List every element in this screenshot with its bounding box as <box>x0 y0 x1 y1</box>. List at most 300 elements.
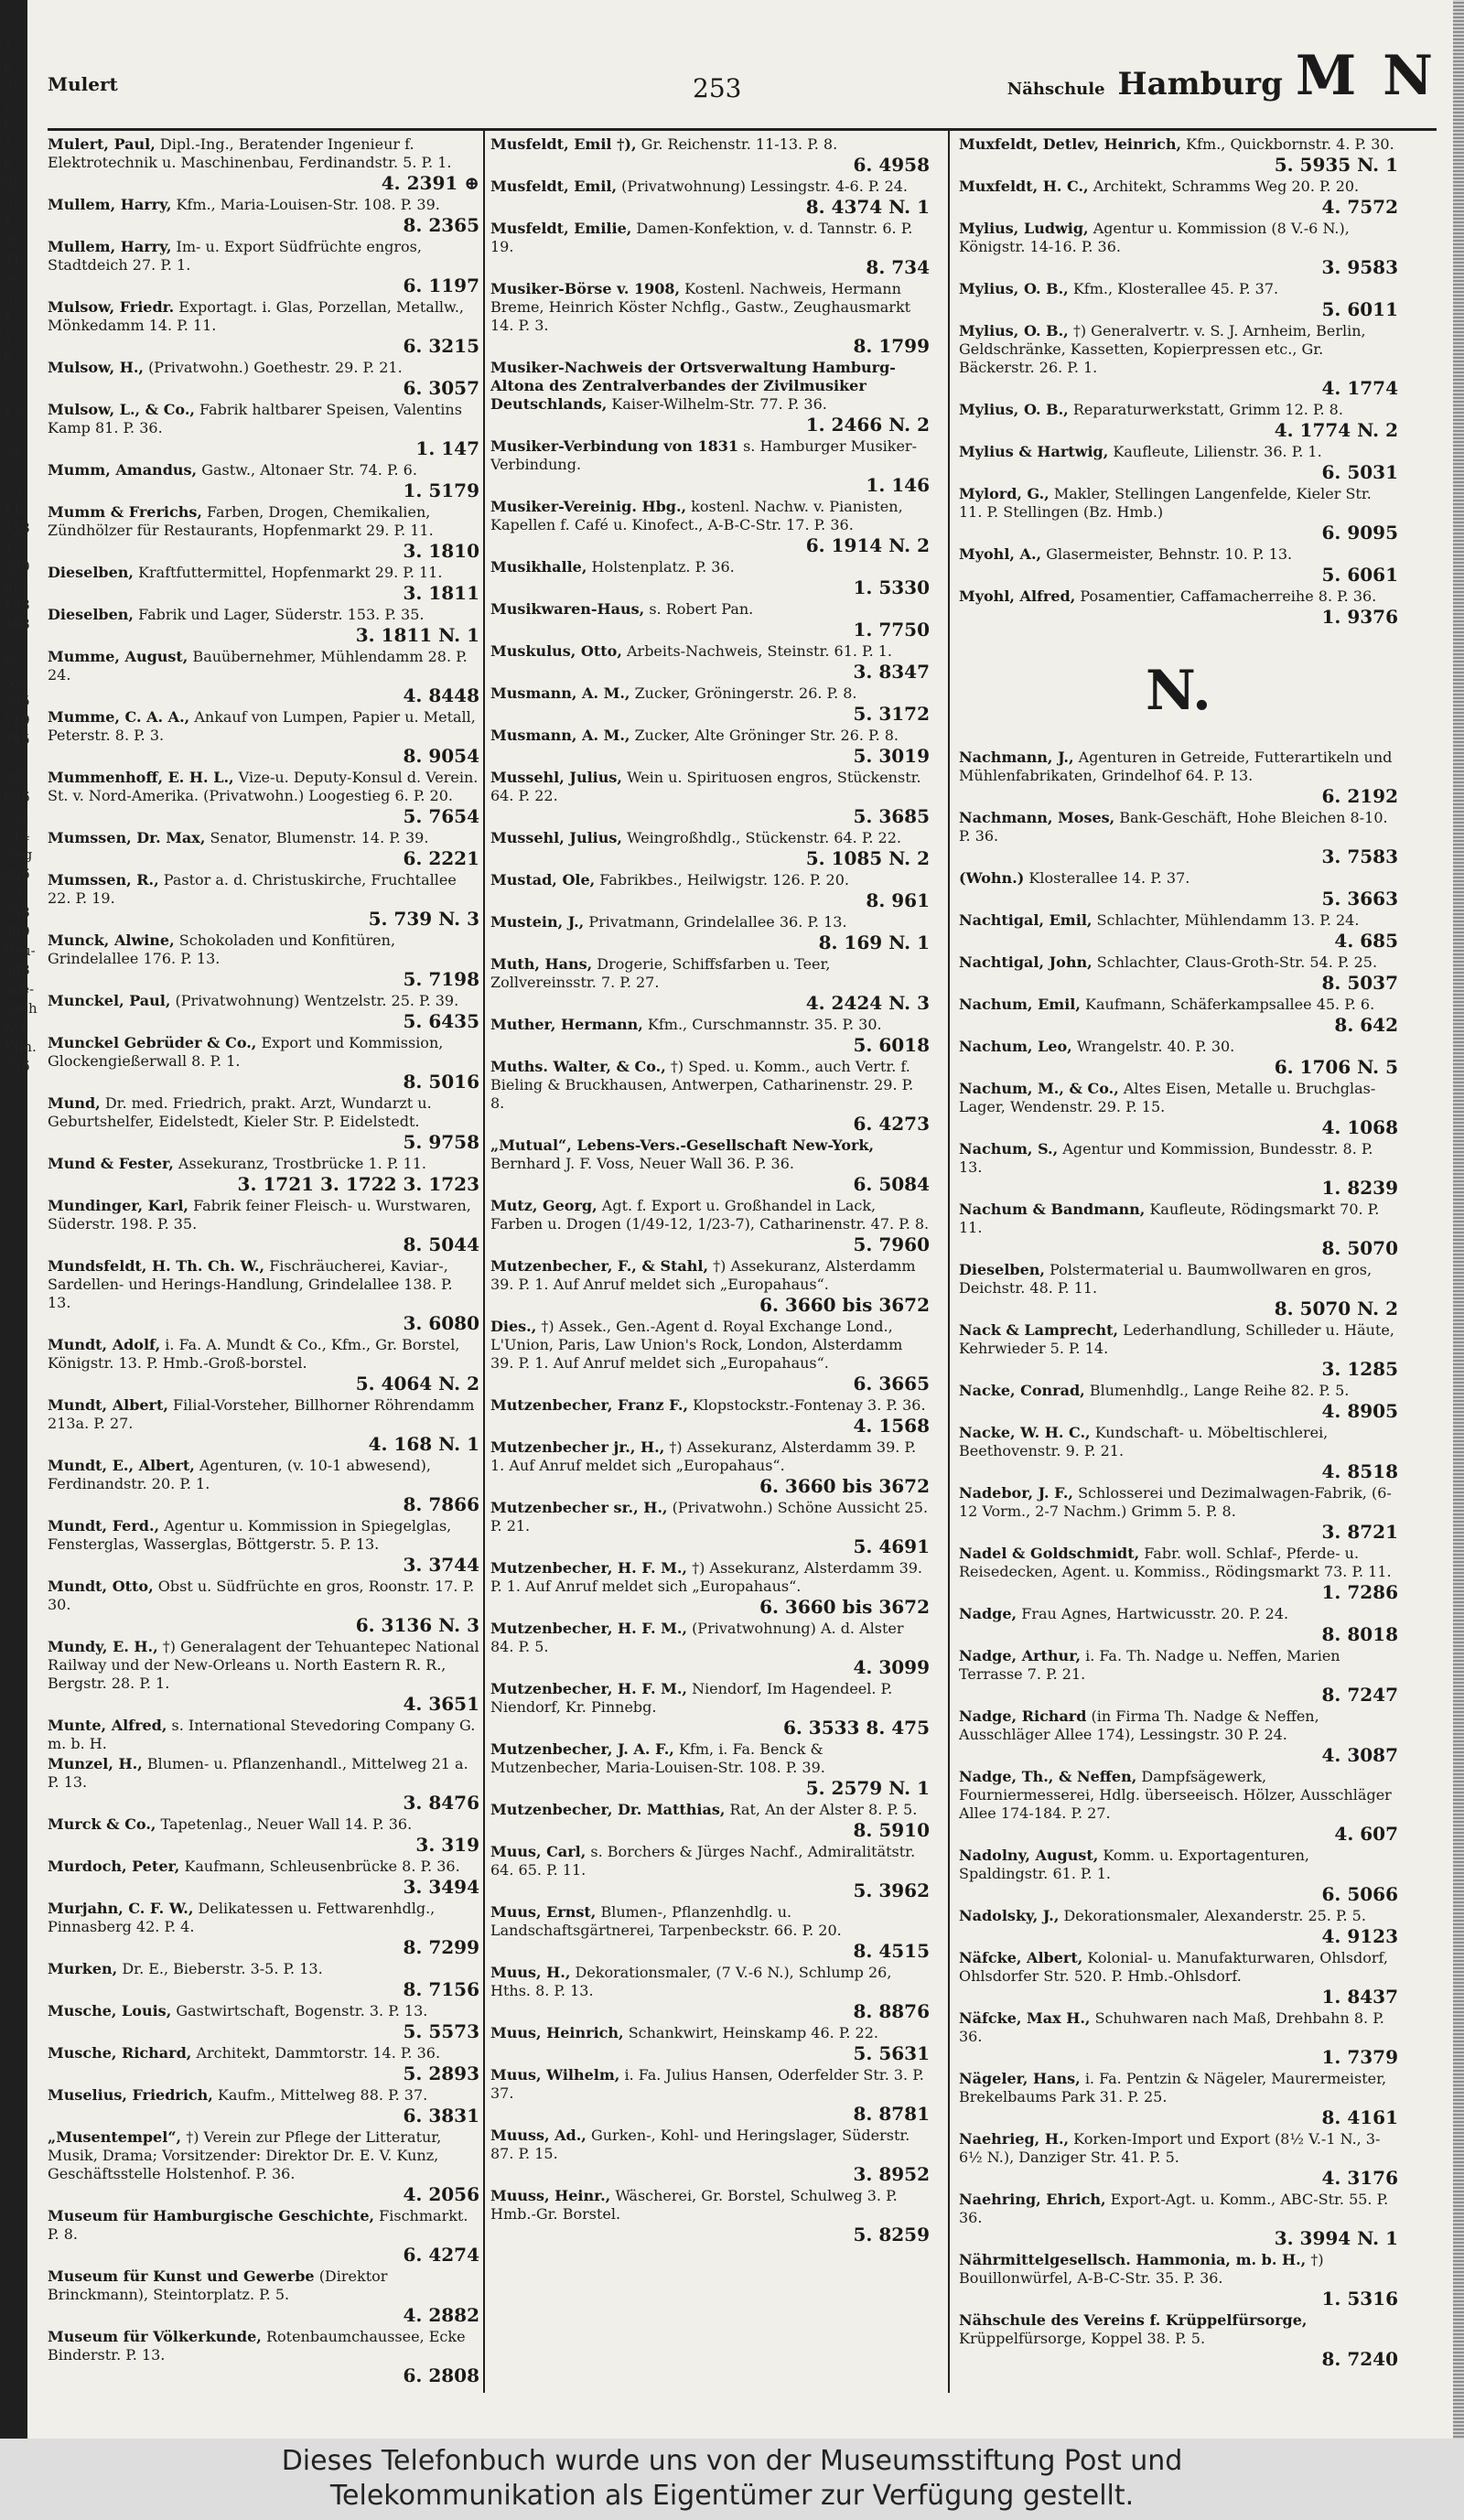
entry-name: Nadolny, August, <box>959 1847 1099 1864</box>
entry-phone-number: 8. 169 N. 1 <box>818 932 930 953</box>
directory-entry <box>490 871 930 911</box>
entry-name: Musiker-Nachweis der Ortsverwaltung Hamburg-Altona des Zentralverbandes der Zivilmusiker Deutschlands, <box>490 359 896 413</box>
entry-details: Korken-Import und Export (8½ V.-1 N., 3-6½ N.), Danziger Str. 41. P. 5. <box>959 2130 1381 2166</box>
entry-phone-number: 4. 1568 <box>853 1415 930 1437</box>
edge-fragment: 41 <box>4 251 22 267</box>
entry-name: Muther, Hermann, <box>490 1016 643 1033</box>
entry-details: Reparaturwerkstatt, Grimm 12. P. 8. <box>1072 401 1343 418</box>
edge-fragment: n <box>4 289 13 306</box>
directory-entry <box>48 564 479 604</box>
directory-entry <box>490 2024 930 2064</box>
entry-details: Fabrik haltbarer Speisen, Valentins Kamp 81. P. 36. <box>48 401 462 436</box>
directory-entry <box>490 178 930 218</box>
entry-details: Dekorationsmaler, (7 V.-6 N.), Schlump 26, Hths. 8. P. 13. <box>490 1964 892 1999</box>
directory-entry <box>490 1499 930 1557</box>
directory-entry <box>48 1336 479 1395</box>
entry-details: †) Assekuranz, Alsterdamm 39. P. 1. Auf Anruf meldet sich „Europahaus“. <box>490 1257 916 1293</box>
entry-phone-number: 8. 5016 <box>403 1071 479 1093</box>
directory-entry <box>490 955 930 1014</box>
entry-details: Kraftfuttermittel, Hopfenmarkt 29. P. 11. <box>138 564 443 581</box>
entry-phone-number: 3. 3744 <box>403 1554 479 1576</box>
entry-phone-number: 4. 1774 <box>1321 377 1398 399</box>
entry-phone-number: 3. 8476 <box>403 1792 479 1814</box>
entry-details: Kfm., Quickbornstr. 4. P. 30. <box>1186 135 1394 153</box>
entry-details: Assekuranz, Trostbrücke 1. P. 11. <box>178 1155 426 1172</box>
entry-name: Mulsow, L., & Co., <box>48 401 195 418</box>
entry-details: Zucker, Gröningerstr. 26. P. 8. <box>634 684 857 702</box>
directory-entry <box>959 2191 1398 2249</box>
directory-entry <box>490 1136 930 1195</box>
directory-entry <box>490 600 930 641</box>
entry-phone-number: 3. 1285 <box>1321 1358 1398 1380</box>
entry-name: Mulert, Paul, <box>48 135 156 153</box>
entry-details: Weingroßhdlg., Stückenstr. 64. P. 22. <box>627 829 901 846</box>
entry-phone-number: 5. 8259 <box>853 2224 930 2245</box>
directory-entry <box>959 1080 1398 1138</box>
edge-fragment: n <box>4 193 13 210</box>
directory-entry <box>48 2207 479 2266</box>
entry-phone-number: 8. 7299 <box>403 1936 479 1958</box>
edge-fragment: 2 <box>4 1 13 17</box>
entry-phone-number: 3. 1721 3. 1722 3. 1723 <box>237 1173 479 1195</box>
edge-fragment: t <box>4 116 10 133</box>
entry-name: Nähschule des Vereins f. Krüppelfürsorge, <box>959 2311 1308 2329</box>
entry-details: Bernhard J. F. Voss, Neuer Wall 36. P. 36. <box>490 1155 794 1172</box>
entry-details: Dampfsägewerk, Fourniermesserei, Hdlg. überseeisch. Hölzer, Ausschläger Allee 174-184. P. 27. <box>959 1768 1392 1822</box>
entry-details: Agentur und Kommission, Bundesstr. 8. P. 13. <box>959 1140 1373 1176</box>
directory-entry <box>959 1484 1398 1543</box>
entry-details: Blumen- u. Pflanzenhandl., Mittelweg 21 a. P. 13. <box>48 1755 468 1791</box>
entry-name: (Wohn.) <box>959 869 1025 887</box>
entry-details: †) Assekuranz, Alsterdamm 39. P. 1. Auf Anruf meldet sich „Europahaus“. <box>490 1438 917 1474</box>
directory-entry <box>48 708 479 767</box>
entry-name: Musiker-Börse v. 1908, <box>490 280 681 297</box>
directory-entry <box>48 1457 479 1515</box>
entry-name: Mylius, O. B., <box>959 280 1069 297</box>
directory-entry <box>959 2070 1398 2128</box>
entry-details: Niendorf, Im Hagendeel. P. Niendorf, Kr. Pinnebg. <box>490 1680 893 1716</box>
directory-entry <box>959 1605 1398 1645</box>
entry-phone-number: 8. 4374 N. 1 <box>805 196 930 218</box>
directory-entry <box>959 1647 1398 1706</box>
edge-fragment: N.1 <box>4 1019 28 1036</box>
entry-name: Mundinger, Karl, <box>48 1197 188 1214</box>
entry-phone-number: 4. 7572 <box>1321 196 1398 218</box>
entry-name: Nacke, Conrad, <box>959 1382 1085 1399</box>
entry-name: Nadolsky, J., <box>959 1907 1060 1924</box>
entry-phone-number: 6. 1706 N. 5 <box>1274 1056 1398 1078</box>
entry-name: Mulsow, Friedr. <box>48 298 175 316</box>
entry-name: Mumssen, R., <box>48 871 159 888</box>
entry-phone-number: 5. 7198 <box>403 968 479 990</box>
entry-details: Ankauf von Lumpen, Papier u. Metall, Peterstr. 8. P. 3. <box>48 708 476 744</box>
entry-phone-number: 6. 1914 N. 2 <box>805 534 930 556</box>
entry-phone-number: 1. 7750 <box>853 619 930 641</box>
entry-details: Filial-Vorsteher, Billhorner Röhrendamm 213a. P. 27. <box>48 1396 475 1432</box>
entry-name: Mundt, E., Albert, <box>48 1457 195 1474</box>
page-header <box>48 37 1437 128</box>
entry-phone-number: 5. 3962 <box>853 1879 930 1901</box>
entry-phone-number: 3. 8952 <box>853 2163 930 2185</box>
directory-entry <box>48 1900 479 1958</box>
edge-fragment: 714 <box>4 827 30 844</box>
edge-fragment: 745 <box>4 731 30 748</box>
directory-entry <box>959 748 1398 807</box>
entry-details: Im- u. Export Südfrüchte engros, Stadtdeich 27. P. 1. <box>48 238 422 274</box>
entry-details: Schankwirt, Heinskamp 46. P. 22. <box>628 2024 878 2041</box>
entry-name: Mundy, E. H., <box>48 1638 158 1655</box>
entry-details: Dr. E., Bieberstr. 3-5. P. 13. <box>122 1960 323 1977</box>
entry-details: Kundschaft- u. Möbeltischlerei, Beethovenstr. 9. P. 21. <box>959 1424 1329 1459</box>
directory-entry <box>48 1858 479 1898</box>
directory-entry <box>490 220 930 278</box>
entry-phone-number: 5. 6061 <box>1321 564 1398 586</box>
entry-name: Nachum, Leo, <box>959 1038 1072 1055</box>
directory-entry <box>959 1707 1398 1766</box>
directory-entry <box>48 992 479 1032</box>
directory-entry <box>959 1424 1398 1482</box>
entry-phone-number: 5. 4691 <box>853 1535 930 1557</box>
entry-name: Mylius, Ludwig, <box>959 220 1089 237</box>
directory-entry <box>959 443 1398 483</box>
directory-entry <box>48 1034 479 1093</box>
entry-phone-number: 1. 5316 <box>1321 2288 1398 2310</box>
entry-phone-number: 4. 1068 <box>1321 1116 1398 1138</box>
entry-phone-number: 4. 8905 <box>1321 1400 1398 1422</box>
directory-entry <box>959 280 1398 320</box>
directory-entry <box>48 1517 479 1576</box>
entry-details: Export-Agt. u. Komm., ABC-Str. 55. P. 36. <box>959 2191 1389 2226</box>
entry-name: Nadge, <box>959 1605 1017 1622</box>
edge-fragment: 07 <box>4 174 22 190</box>
entry-details: Rat, An der Alster 8. P. 5. <box>729 1801 918 1818</box>
entry-name: Mutzenbecher jr., H., <box>490 1438 665 1456</box>
directory-entry <box>490 1318 930 1395</box>
directory-entry <box>48 2328 479 2386</box>
entry-name: Mutzenbecher, J. A. F., <box>490 1740 674 1758</box>
entry-name: Muxfeldt, Detlev, Heinrich, <box>959 135 1182 153</box>
entry-name: Näfcke, Max H., <box>959 2009 1091 2027</box>
city-name: Hamburg <box>1117 66 1283 102</box>
directory-entry <box>48 1960 479 2000</box>
entry-phone-number: 8. 7247 <box>1321 1684 1398 1706</box>
entry-name: Nack & Lamprecht, <box>959 1321 1119 1339</box>
entry-details: Exportagt. i. Glas, Porzellan, Metallw., Mönkedamm 14. P. 11. <box>48 298 465 334</box>
directory-entry <box>490 1801 930 1841</box>
entry-phone-number: 8. 734 <box>866 256 930 278</box>
entry-name: Museum für Hamburgische Geschichte, <box>48 2207 375 2224</box>
directory-entry <box>490 280 930 357</box>
entry-phone-number: 4. 3099 <box>853 1656 930 1678</box>
entry-details: Architekt, Dammtorstr. 14. P. 36. <box>196 2044 441 2062</box>
entry-phone-number: 5. 9758 <box>403 1131 479 1153</box>
directory-entry <box>959 2251 1398 2310</box>
entry-phone-number: 3. 8347 <box>853 661 930 683</box>
entry-phone-number: 1. 7379 <box>1321 2046 1398 2068</box>
entry-phone-number: 5. 7654 <box>403 805 479 827</box>
entry-details: Makler, Stellingen Langenfelde, Kieler Str. 11. P. Stellingen (Bz. Hmb.) <box>959 485 1372 521</box>
entry-name: Mylius & Hartwig, <box>959 443 1109 460</box>
entry-phone-number: 6. 4273 <box>853 1113 930 1135</box>
directory-entry <box>48 135 479 194</box>
entry-name: Mutzenbecher, H. F. M., <box>490 1680 687 1697</box>
entry-name: Mundsfeldt, H. Th. Ch. W., <box>48 1257 265 1275</box>
edge-fragment: 295 <box>4 693 30 709</box>
entry-phone-number: 4. 2424 N. 3 <box>805 992 930 1014</box>
entry-phone-number: 4. 9123 <box>1321 1925 1398 1947</box>
entry-phone-number: 8. 5910 <box>853 1819 930 1841</box>
directory-entry <box>959 953 1398 994</box>
directory-entry <box>959 178 1398 218</box>
entry-name: Muselius, Friedrich, <box>48 2086 213 2104</box>
directory-entry <box>48 829 479 869</box>
entry-phone-number: 4. 3087 <box>1321 1744 1398 1766</box>
edge-fragment: s <box>4 462 11 479</box>
entry-name: Mund & Fester, <box>48 1155 174 1172</box>
entry-phone-number: 1. 7286 <box>1321 1581 1398 1603</box>
entry-name: Muths. Walter, & Co., <box>490 1058 666 1075</box>
entry-phone-number: 5. 6435 <box>403 1010 479 1032</box>
entry-name: Musmann, A. M., <box>490 727 630 744</box>
entry-name: Munckel, Paul, <box>48 992 171 1009</box>
entry-details: †) Assekuranz, Alsterdamm 39. P. 1. Auf Anruf meldet sich „Europahaus“. <box>490 1559 923 1595</box>
directory-entry <box>48 401 479 459</box>
edge-fragment: 39 <box>4 770 22 786</box>
entry-phone-number: 4. 3651 <box>403 1693 479 1715</box>
entry-details: †) Sped. u. Komm., auch Vertr. f. Bieling & Bruckhausen, Antwerpen, Catharinenstr. 29. P. 8. <box>490 1058 914 1112</box>
edge-fragment: a <box>4 750 12 767</box>
entry-details: Gastwirtschaft, Bogenstr. 3. P. 13. <box>176 2002 428 2019</box>
edge-fragment: 626 <box>4 789 30 805</box>
entry-name: Musiker-Vereinig. Hbg., <box>490 498 687 515</box>
entry-name: Muuss, Heinr., <box>490 2187 611 2204</box>
entry-details: Architekt, Schramms Weg 20. P. 20. <box>1093 178 1360 195</box>
edge-fragment: -6 <box>4 78 17 94</box>
entry-name: Musfeldt, Emil, <box>490 178 618 195</box>
entry-details: Vize-u. Deputy-Konsul d. Verein. St. v. Nord-Amerika. (Privatwohn.) Loogestieg 6. P. 20. <box>48 769 479 804</box>
entry-phone-number: 3. 6080 <box>403 1312 479 1334</box>
entry-name: Nachum, M., & Co., <box>959 1080 1119 1097</box>
entry-phone-number: 6. 3136 N. 3 <box>355 1614 479 1636</box>
directory-entry <box>959 545 1398 586</box>
entry-name: Nadge, Th., & Neffen, <box>959 1768 1137 1785</box>
entry-name: Mumme, C. A. A., <box>48 708 190 726</box>
entry-details: i. Fa. Pentzin & Nägeler, Maurermeister, Brekelbaums Park 31. P. 25. <box>959 2070 1387 2105</box>
directory-entry <box>959 1261 1398 1319</box>
entry-phone-number: 3. 3494 <box>403 1876 479 1898</box>
entry-details: kostenl. Nachw. v. Pianisten, Kapellen f. Café u. Kinofect., A-B-C-Str. 17. P. 36. <box>490 498 903 533</box>
entry-phone-number: 6. 1197 <box>403 275 479 296</box>
directory-entry <box>490 2127 930 2185</box>
entry-phone-number: 6. 2221 <box>403 847 479 869</box>
directory-entry <box>490 437 930 496</box>
entry-name: Mundt, Albert, <box>48 1396 168 1414</box>
entry-details: Glasermeister, Behnstr. 10. P. 13. <box>1046 545 1293 563</box>
entry-phone-number: 5. 5631 <box>853 2042 930 2064</box>
entry-details: (Privatwohnung) Wentzelstr. 25. P. 39. <box>175 992 459 1009</box>
running-head-left: Mulert <box>48 73 118 95</box>
edge-fragment: weg <box>4 846 33 863</box>
edge-fragment: nach <box>4 1000 38 1017</box>
directory-entry <box>490 498 930 556</box>
entry-details: Export und Kommission, Glockengießerwall 8. P. 1. <box>48 1034 444 1070</box>
entry-phone-number: 5. 5573 <box>403 2020 479 2042</box>
entry-details: s. Robert Pan. <box>649 600 754 618</box>
edge-fragment: 1 <box>4 212 13 229</box>
entry-phone-number: 3. 9583 <box>1321 256 1398 278</box>
edge-fragment: v. <box>4 424 15 440</box>
entry-name: Nacke, W. H. C., <box>959 1424 1091 1441</box>
entry-name: Dieselben, <box>48 606 134 623</box>
entry-name: Musche, Louis, <box>48 2002 172 2019</box>
entry-phone-number: 5. 2893 <box>403 2062 479 2084</box>
entry-name: Nachum & Bandmann, <box>959 1201 1146 1218</box>
entry-phone-number: 1. 2466 N. 2 <box>805 414 930 436</box>
entry-phone-number: 4. 2882 <box>403 2304 479 2326</box>
entry-details: Damen-Konfektion, v. d. Tannstr. 6. P. 19. <box>490 220 913 255</box>
header-rule <box>48 128 1437 131</box>
entry-details: Schokoladen und Konfitüren, Grindelallee 176. P. 13. <box>48 932 396 967</box>
entry-details: †) Verein zur Pflege der Litteratur, Musik, Drama; Vorsitzender: Direktor Dr. E. V. Kunz, Geschäftsstelle Holstenhof. P. 36. <box>48 2128 442 2182</box>
directory-entry <box>959 2311 1398 2370</box>
entry-phone-number: 3. 1811 N. 1 <box>355 624 479 646</box>
edge-fragment: 1 <box>4 97 13 113</box>
entry-details: Wäscherei, Gr. Borstel, Schulweg 3. P. Hmb.-Gr. Borstel. <box>490 2187 898 2223</box>
entry-name: Mumssen, Dr. Max, <box>48 829 206 846</box>
entry-name: Mutzenbecher sr., H., <box>490 1499 668 1516</box>
entry-phone-number: 8. 7156 <box>403 1978 479 2000</box>
entry-name: Museum für Völkerkunde, <box>48 2328 262 2345</box>
entry-phone-number: 8. 4515 <box>853 1940 930 1962</box>
directory-entry <box>959 401 1398 441</box>
entry-name: Munckel Gebrüder & Co., <box>48 1034 257 1051</box>
edge-fragment: 726 <box>4 1058 30 1074</box>
entry-phone-number: 5. 2579 N. 1 <box>805 1777 930 1799</box>
edge-fragment: . 3 <box>4 385 22 402</box>
entry-details: Blumenhdlg., Lange Reihe 82. P. 5. <box>1089 1382 1350 1399</box>
entry-phone-number: 6. 3831 <box>403 2105 479 2127</box>
entry-name: Mumme, August, <box>48 648 188 665</box>
directory-entry <box>48 503 479 562</box>
entry-name: Mutzenbecher, H. F. M., <box>490 1559 687 1577</box>
entry-details: Altes Eisen, Metalle u. Bruchglas-Lager, Wendenstr. 29. P. 15. <box>959 1080 1376 1115</box>
directory-entry <box>490 642 930 683</box>
directory-entry <box>490 2066 930 2125</box>
entry-phone-number: 5. 3663 <box>1321 888 1398 910</box>
entry-name: Mylius, O. B., <box>959 322 1069 339</box>
directory-entry <box>959 2130 1398 2189</box>
entry-details: Arbeits-Nachweis, Steinstr. 61. P. 1. <box>626 642 893 660</box>
page-number: 253 <box>693 73 742 103</box>
directory-entry <box>959 1382 1398 1422</box>
entry-details: Fischräucherei, Kaviar-, Sardellen- und Herings-Handlung, Grindelallee 138. P. 13. <box>48 1257 453 1311</box>
entry-details: i. Fa. Th. Nadge u. Neffen, Marien Terrasse 7. P. 21. <box>959 1647 1340 1683</box>
page-stack-edge <box>1453 0 1464 2439</box>
entry-details: Kfm., Maria-Louisen-Str. 108. P. 39. <box>176 196 440 213</box>
entry-details: Kaiser-Wilhelm-Str. 77. P. 36. <box>611 395 827 413</box>
entry-details: (Privatwohn.) Goethestr. 29. P. 21. <box>148 359 403 376</box>
entry-phone-number: 5. 6018 <box>853 1034 930 1056</box>
entry-phone-number: 1. 8437 <box>1321 1986 1398 2008</box>
entry-name: Munzel, H., <box>48 1755 143 1772</box>
entry-name: Musikwaren-Haus, <box>490 600 645 618</box>
entry-name: Muus, Wilhelm, <box>490 2066 620 2084</box>
entry-name: Musikhalle, <box>490 558 587 576</box>
directory-entry <box>959 220 1398 278</box>
entry-details: s. Borchers & Jürges Nachf., Admiralitätstr. 64. 65. P. 11. <box>490 1843 916 1879</box>
edge-fragment: 119 <box>4 712 30 728</box>
entry-phone-number: 1. 146 <box>866 474 930 496</box>
entry-details: Kaufleute, Lilienstr. 36. P. 1. <box>1113 443 1322 460</box>
directory-entry <box>959 587 1398 628</box>
directory-entry <box>490 727 930 767</box>
entry-phone-number: 3. 8721 <box>1321 1521 1398 1543</box>
directory-entry <box>48 2002 479 2042</box>
directory-entry <box>48 2044 479 2084</box>
directory-entry <box>48 606 479 646</box>
entry-phone-number: 6. 4958 <box>853 154 930 176</box>
entry-details: Schlachter, Mühlendamm 13. P. 24. <box>1096 911 1360 929</box>
entry-details: Dr. med. Friedrich, prakt. Arzt, Wundarzt u. Geburtshelfer, Eidelstedt, Kieler Str. P. Eidelstedt. <box>48 1094 432 1130</box>
entry-name: Murck & Co., <box>48 1815 156 1833</box>
column-2 <box>490 135 930 2396</box>
directory-entry <box>490 769 930 827</box>
entry-details: Bank-Geschäft, Hohe Bleichen 8-10. P. 36. <box>959 809 1388 845</box>
entry-name: Musfeldt, Emilie, <box>490 220 632 237</box>
edge-fragment: 806 <box>4 866 30 882</box>
directory-entry <box>48 1094 479 1153</box>
directory-entry <box>959 809 1398 867</box>
entry-phone-number: 6. 3215 <box>403 335 479 357</box>
edge-fragment: 508 <box>4 616 30 632</box>
entry-phone-number: 6. 3660 bis 3672 <box>759 1596 930 1618</box>
edge-fragment: 1 <box>4 308 13 325</box>
directory-entry <box>959 996 1398 1036</box>
directory-entry <box>490 1396 930 1437</box>
entry-details: Kfm., Klosterallee 45. P. 37. <box>1072 280 1279 297</box>
entry-phone-number: 8. 5070 <box>1321 1237 1398 1259</box>
directory-entry <box>959 1768 1398 1845</box>
directory-entry <box>959 1949 1398 2008</box>
directory-entry <box>48 871 479 930</box>
column-1 <box>48 135 479 2396</box>
entry-phone-number: 8. 961 <box>866 889 930 911</box>
entry-details: Rotenbaumchaussee, Ecke Binderstr. P. 13. <box>48 2328 466 2364</box>
directory-entry <box>490 1964 930 2022</box>
entry-phone-number: 8. 2365 <box>403 214 479 236</box>
entry-details: Holstenplatz. P. 36. <box>591 558 735 576</box>
edge-fragment: 11 <box>4 501 22 517</box>
entry-name: Munte, Alfred, <box>48 1717 167 1734</box>
edge-fragment: 1 r <box>4 404 24 421</box>
entry-details: Kfm., Curschmannstr. 35. P. 30. <box>647 1016 882 1033</box>
entry-name: Munck, Alwine, <box>48 932 175 949</box>
entry-name: Mundt, Ferd., <box>48 1517 160 1535</box>
entry-details: (Direktor Brinckmann), Steintorplatz. P. 5. <box>48 2267 388 2303</box>
entry-details: Obst u. Südfrüchte en gros, Roonstr. 17. P. 30. <box>48 1578 475 1613</box>
edge-fragment: W.- <box>4 654 25 671</box>
entry-phone-number: 6. 3660 bis 3672 <box>759 1475 930 1497</box>
entry-name: Dieselben, <box>48 564 134 581</box>
directory-entry <box>48 2267 479 2326</box>
entry-details: Blumen-, Pflanzenhdlg. u. Landschaftsgärtnerei, Tarpenbeckstr. 66. P. 20. <box>490 1903 842 1939</box>
edge-fragment: ! 3 <box>4 885 23 901</box>
directory-entry <box>490 1740 930 1799</box>
entry-phone-number: 8. 7240 <box>1321 2348 1398 2370</box>
entry-details: Klosterallee 14. P. 37. <box>1028 869 1190 887</box>
entry-phone-number: 3. 7583 <box>1321 845 1398 867</box>
entry-phone-number: 1. 5330 <box>853 576 930 598</box>
